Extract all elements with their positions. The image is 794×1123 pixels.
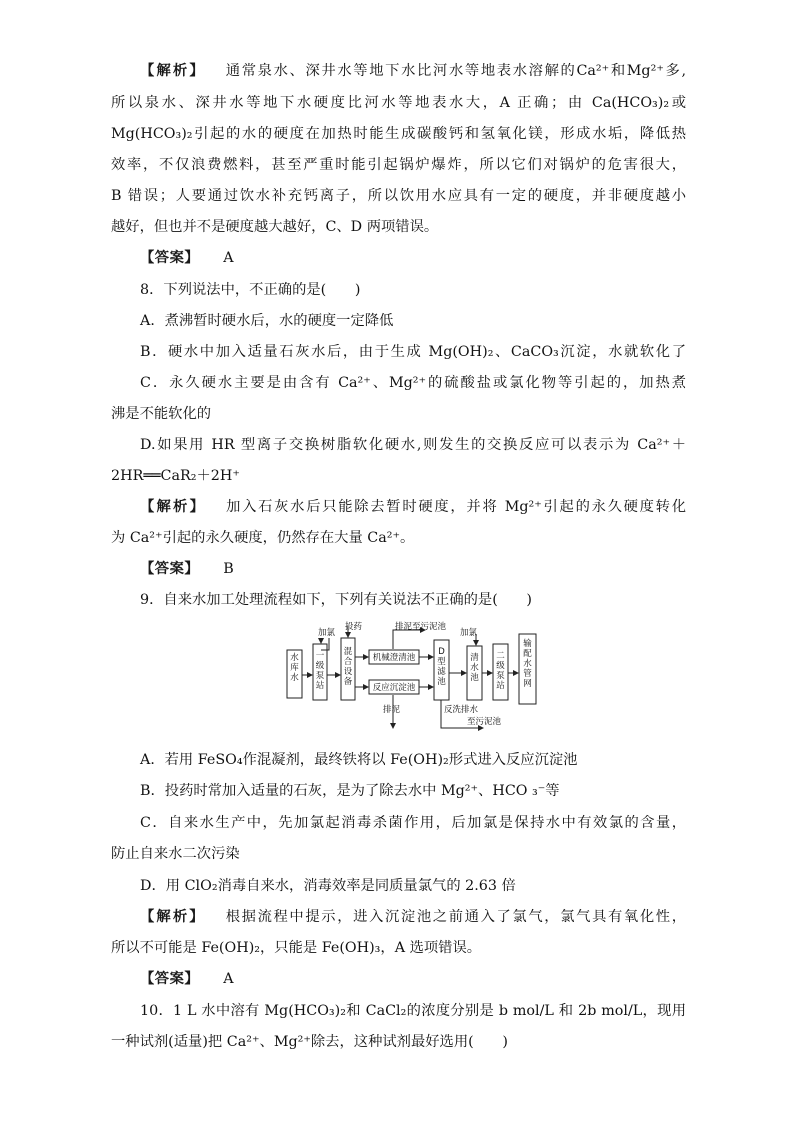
flow-node-label: 反应沉淀池 [372,683,416,693]
flow-node-label: 二级泵站 [496,651,505,691]
annotation-to-sludge: 至污泥池 [467,717,502,727]
question-10-stem-line-1: 10．1 L 水中溶有 Mg(HCO₃)₂和 CaCl₂的浓度分别是 b mol/L 和 2b mol/L，现用 [140,1003,686,1019]
analysis-7-line-3: Mg(HCO₃)₂引起的水的硬度在加热时能生成碳酸钙和氢氧化镁，形成水垢，降低热 [111,126,686,142]
analysis-7-line-1: 【解析】 通常泉水、深井水等地下水比河水等地表水溶解的Ca²⁺和Mg²⁺多, [140,63,686,79]
answer-label: 【答案】 [140,250,200,266]
analysis-label: 【解析】 [140,63,206,79]
q9-option-a: A．若用 FeSO₄作混凝剂，最终铁将以 Fe(OH)₂形式进入反应沉淀池 [140,752,578,768]
flow-node-label: 混合设备 [343,647,353,687]
analysis-label: 【解析】 [140,499,207,515]
q8-option-d-cont: 2HR══CaR₂＋2H⁺ [111,468,240,484]
q9-option-d: D．用 ClO₂消毒自来水，消毒效率是同质量氯气的 2.63 倍 [140,878,516,894]
analysis-9-line-2: 所以不可能是 Fe(OH)₂，只能是 Fe(OH)₃，A 选项错误。 [111,940,482,956]
question-8-stem: 8．下列说法中，不正确的是( ) [140,282,361,298]
annotation-sludge-top: 排泥至污泥池 [395,622,447,632]
analysis-7-line-6: 越好，但也并不是硬度越大越好，C、D 两项错误。 [111,219,439,235]
q9-option-c: C．自来水生产中，先加氯起消毒杀菌作用，后加氯是保持水中有效氯的含量， [140,815,686,831]
answer-label: 【答案】 [140,561,200,577]
flow-node-label: 清水池 [470,653,479,683]
answer-9: 【答案】 A [140,971,234,987]
answer-label: 【答案】 [140,971,200,987]
analysis-8-line-1: 【解析】 加入石灰水后只能除去暂时硬度，并将 Mg²⁺引起的永久硬度转化 [140,499,686,515]
analysis-7-line-2: 所以泉水、深井水等地下水硬度比河水等地表水大，A 正确；由 Ca(HCO₃)₂或 [111,95,686,111]
flow-node-label: 输配水管网 [523,639,532,689]
question-9-stem: 9．自来水加工处理流程如下，下列有关说法不正确的是( ) [140,592,532,608]
annotation-sludge-discharge: 排泥 [383,705,401,715]
q8-option-b: B．硬水中加入适量石灰水后，由于生成 Mg(OH)₂、CaCO₃沉淀，水就软化了 [140,344,686,360]
annotation-backwash: 反洗排水 [444,705,479,715]
answer-8: 【答案】 B [140,561,234,577]
analysis-8-line-2: 为 Ca²⁺引起的永久硬度，仍然存在大量 Ca²⁺。 [111,530,415,546]
flow-node-label: D 型滤池 [437,647,446,687]
analysis-9-line-1: 【解析】 根据流程中提示，进入沉淀池之前通入了氯气，氯气具有氧化性， [140,909,687,925]
q8-option-d: D.如果用 HR 型离子交换树脂软化硬水,则发生的交换反应可以表示为 Ca²⁺＋ [140,437,686,453]
analysis-label: 【解析】 [140,909,206,925]
q9-option-b: B．投药时常加入适量的石灰，是为了除去水中 Mg²⁺、HCO ₃⁻等 [140,783,560,799]
annotation-chlorine-1: 加氯 [318,628,336,638]
q8-option-a: A．煮沸暂时硬水后，水的硬度一定降低 [140,313,394,329]
q9-option-c-cont: 防止自来水二次污染 [111,846,240,862]
annotation-dosing: 投药 [345,622,363,632]
q8-option-c-cont: 沸是不能软化的 [111,406,212,422]
flow-node-label: 水库水 [290,653,299,683]
question-10-stem-line-2: 一种试剂(适量)把 Ca²⁺、Mg²⁺除去，这种试剂最好选用( ) [111,1034,508,1050]
flow-node-label: 机械澄清池 [372,653,416,663]
flow-node-label: 一级泵站 [315,651,325,691]
answer-7: 【答案】 A [140,250,234,266]
q8-option-c: C．永久硬水主要是由含有 Ca²⁺、Mg²⁺的硫酸盐或氯化物等引起的，加热煮 [140,375,686,391]
analysis-7-line-4: 效率，不仅浪费燃料，甚至严重时能引起锅炉爆炸，所以它们对锅炉的危害很大， [111,157,686,173]
annotation-chlorine-2: 加氯 [460,628,478,638]
water-treatment-flowchart [283,620,543,738]
analysis-7-line-5: B 错误；人要通过饮水补充钙离子，所以饮用水应具有一定的硬度，并非硬度越小 [111,188,686,204]
